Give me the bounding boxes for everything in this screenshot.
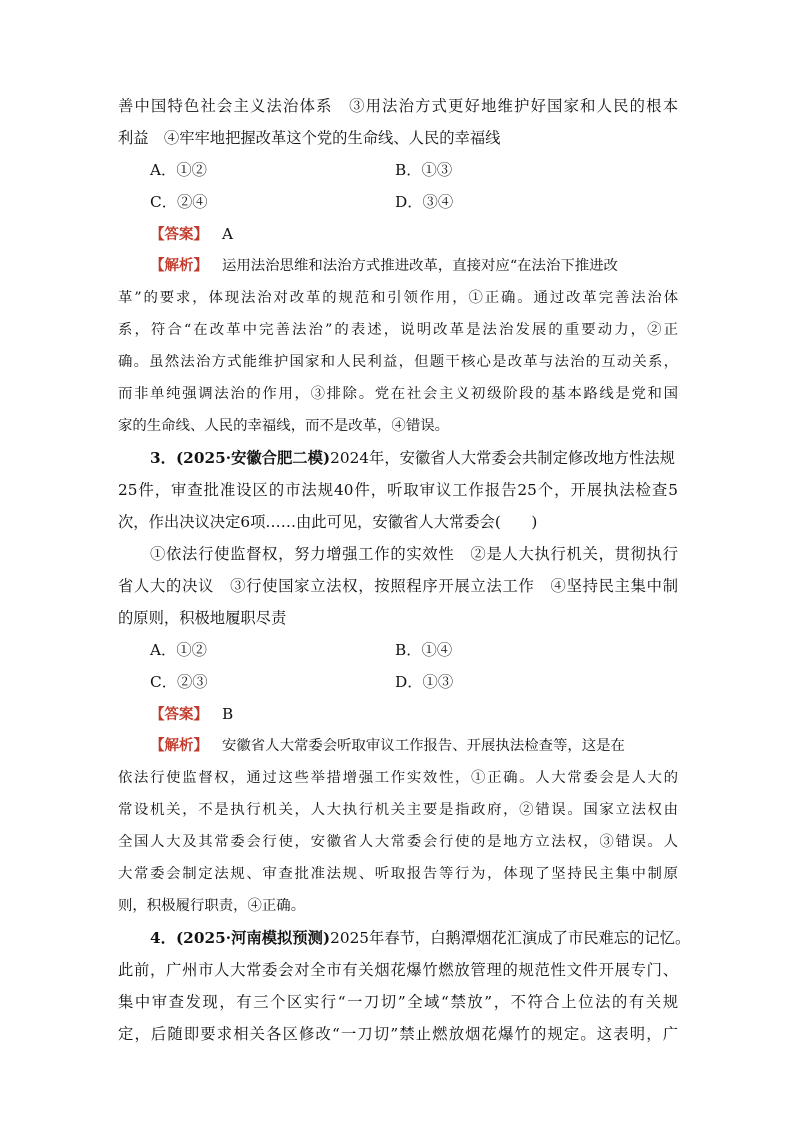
question-3-analysis-line-6: 则，积极履行职责，④正确。 bbox=[118, 898, 306, 914]
question-3-analysis-line-4: 全国人大及其常委会行使，安徽省人大常委会行使的是地方立法权，③错误。人 bbox=[118, 834, 678, 850]
option-a: A．①② bbox=[150, 641, 207, 659]
answer-value: B bbox=[222, 705, 234, 723]
question-3-stem-text: 2024年，安徽省人大常委会共制定修改地方性法规 bbox=[330, 449, 675, 467]
question-3-stem-line-2: 25件，审查批准设区的市法规40件，听取审议工作报告25个，开展执法检查5 bbox=[118, 481, 678, 499]
question-2-text-line-1: 善中国特色社会主义法治体系 ③用法治方式更好地维护好国家和人民的根本 bbox=[118, 97, 678, 115]
option-c: C．②④ bbox=[150, 193, 208, 211]
option-b: B．①③ bbox=[395, 161, 453, 179]
question-4-stem-line-4: 定，后随即要求相关各区修改“一刀切”禁止燃放烟花爆竹的规定。这表明，广 bbox=[118, 1025, 678, 1043]
question-4-source: 4．(2025·河南模拟预测) bbox=[150, 929, 331, 947]
question-4-stem-text: 2025年春节，白鹅潭烟花汇演成了市民难忘的记忆。 bbox=[330, 929, 691, 947]
question-4-stem-line-3: 集中审查发现，有三个区实行“一刀切”全域“禁放”，不符合上位法的有关规 bbox=[118, 993, 678, 1011]
question-3-items-line-1: ①依法行使监督权，努力增强工作的实效性 ②是人大执行机关，贯彻执行 bbox=[150, 545, 678, 563]
question-3-answer bbox=[150, 704, 678, 725]
analysis-text: 安徽省人大常委会听取审议工作报告、开展执法检查等，这是在 bbox=[222, 738, 625, 754]
option-d: D．③④ bbox=[395, 193, 454, 211]
analysis-tag: 【解析】 bbox=[150, 738, 208, 754]
question-3-analysis-line-1 bbox=[150, 736, 678, 756]
question-4-stem-line-1 bbox=[150, 928, 691, 948]
option-a: A．①② bbox=[150, 161, 207, 179]
option-b: B．①④ bbox=[395, 641, 453, 659]
question-3-items-line-2: 省人大的决议 ③行使国家立法权，按照程序开展立法工作 ④坚持民主集中制 bbox=[118, 577, 678, 595]
question-2-analysis-line-2: 革”的要求，体现法治对改革的规范和引领作用，①正确。通过改革完善法治体 bbox=[118, 290, 678, 306]
question-2-analysis-line-1 bbox=[150, 256, 678, 276]
question-3-stem-line-1 bbox=[150, 448, 678, 468]
question-3-analysis-line-5: 大常委会制定法规、审查批准法规、听取报告等行为，体现了坚持民主集中制原 bbox=[118, 866, 678, 882]
option-d: D．①③ bbox=[395, 673, 454, 691]
answer-tag: 【答案】 bbox=[150, 707, 208, 723]
question-3-source: 3．(2025·安徽合肥二模) bbox=[150, 449, 331, 467]
question-3-stem-line-3: 次，作出决议决定6项……由此可见，安徽省人大常委会( ) bbox=[118, 513, 538, 531]
question-3-analysis-line-3: 常设机关，不是执行机关，人大执行机关主要是指政府，②错误。国家立法权由 bbox=[118, 802, 678, 818]
option-c: C．②③ bbox=[150, 673, 208, 691]
question-2-analysis-line-4: 确。虽然法治方式能维护国家和人民利益，但题干核心是改革与法治的互动关系， bbox=[118, 354, 678, 370]
question-2-analysis-line-5: 而非单纯强调法治的作用，③排除。党在社会主义初级阶段的基本路线是党和国 bbox=[118, 386, 678, 402]
question-2-text-line-2: 利益 ④牢牢地把握改革这个党的生命线、人民的幸福线 bbox=[118, 129, 501, 147]
analysis-tag: 【解析】 bbox=[150, 258, 208, 274]
question-2-analysis-line-3: 系，符合“在改革中完善法治”的表述，说明改革是法治发展的重要动力，②正 bbox=[118, 322, 678, 338]
answer-tag: 【答案】 bbox=[150, 227, 208, 243]
question-4-stem-line-2: 此前，广州市人大常委会对全市有关烟花爆竹燃放管理的规范性文件开展专门、 bbox=[118, 961, 678, 979]
answer-value: A bbox=[222, 225, 234, 243]
question-3-analysis-line-2: 依法行使监督权，通过这些举措增强工作实效性，①正确。人大常委会是人大的 bbox=[118, 770, 678, 786]
question-2-answer bbox=[150, 224, 678, 245]
analysis-text: 运用法治思维和法治方式推进改革，直接对应“在法治下推进改 bbox=[222, 258, 618, 274]
question-3-items-line-3: 的原则，积极地履职尽责 bbox=[118, 609, 287, 627]
question-2-analysis-line-6: 家的生命线、人民的幸福线，而不是改革，④错误。 bbox=[118, 418, 449, 434]
